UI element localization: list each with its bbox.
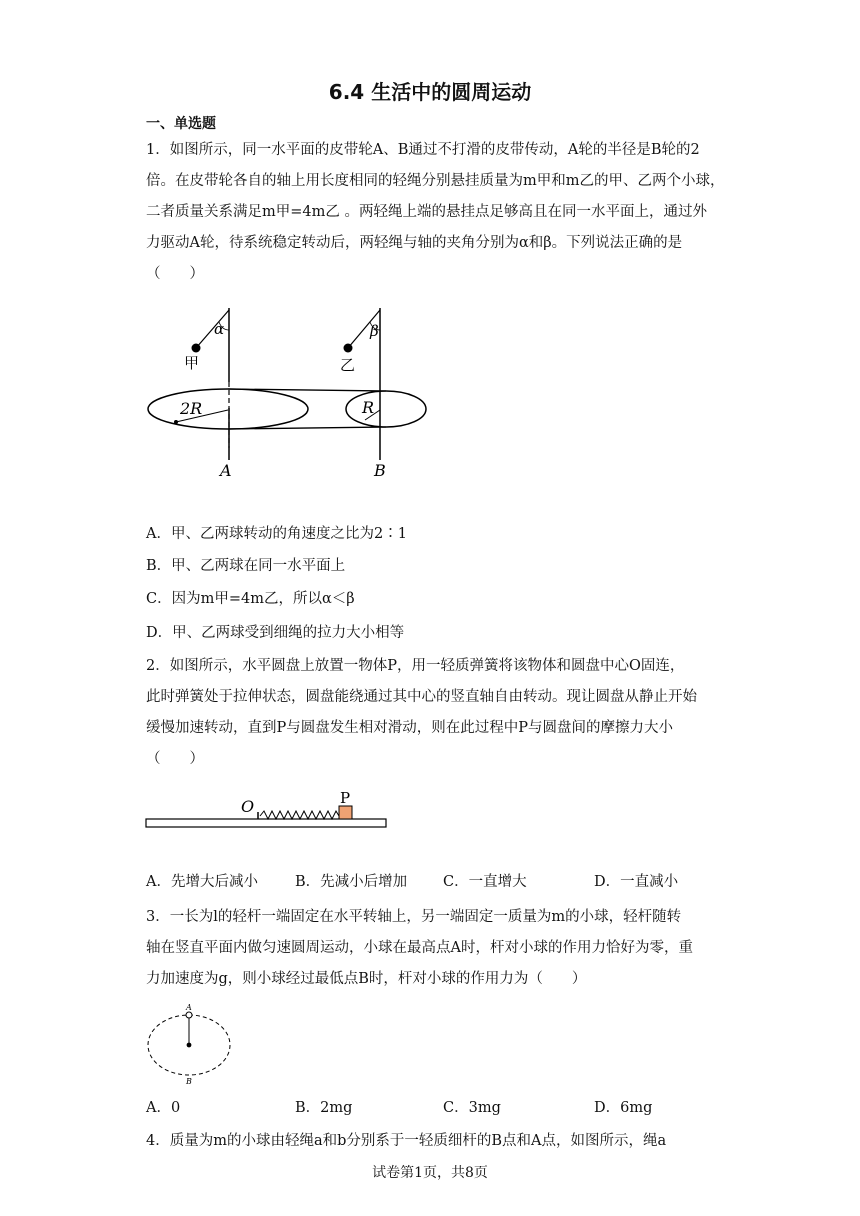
section-heading: 一、单选题 xyxy=(146,116,216,132)
point-b-label: B xyxy=(186,1077,192,1086)
q1-option-a: A．甲、乙两球转动的角速度之比为2∶1 xyxy=(146,526,407,542)
q2-option-d: D．一直减小 xyxy=(594,874,679,890)
belt-pulley-figure xyxy=(140,300,440,485)
q2-option-c: C．一直增大 xyxy=(443,874,527,890)
question-1-text xyxy=(146,135,726,290)
center-o-label: O xyxy=(241,797,255,816)
disk-plate xyxy=(146,819,386,827)
q2-option-b: B．先减小后增加 xyxy=(295,874,408,890)
question-2-line: 缓慢加速转动，直到P与圆盘发生相对滑动，则在此过程中P与圆盘间的摩擦力大小 xyxy=(146,720,674,736)
question-1-line: 倍。在皮带轮各自的轴上用长度相同的轻绳分别悬挂质量为m甲和m乙的甲、乙两个小球， xyxy=(146,173,725,189)
q2-option-a: A．先增大后减小 xyxy=(146,874,258,890)
ball-yi-label: 乙 xyxy=(340,356,356,374)
spring-disk-figure xyxy=(144,788,394,832)
q1-option-b: B．甲、乙两球在同一水平面上 xyxy=(146,558,346,574)
q3-option-c: C．3mg xyxy=(443,1100,501,1116)
question-2-line: 2．如图所示，水平圆盘上放置一物体P，用一轻质弹簧将该物体和圆盘中心O固连， xyxy=(146,658,685,674)
q3-option-d: D．6mg xyxy=(594,1100,653,1116)
q3-option-b: B．2mg xyxy=(295,1100,353,1116)
alpha-label: α xyxy=(214,320,225,338)
q1-option-d: D．甲、乙两球受到细绳的拉力大小相等 xyxy=(146,625,405,641)
page-title: 6.4 生活中的圆周运动 xyxy=(328,80,532,104)
question-3-line: 轴在竖直平面内做匀速圆周运动，小球在最高点A时，杆对小球的作用力恰好为零，重 xyxy=(146,940,693,956)
page-footer: 试卷第1页，共8页 xyxy=(372,1165,488,1181)
pulley-b xyxy=(346,391,426,427)
axis-point xyxy=(187,1043,192,1048)
question-1-line: （ ） xyxy=(146,266,204,282)
question-1-line: 1．如图所示，同一水平面的皮带轮A、B通过不打滑的皮带传动，A轮的半径是B轮的2 xyxy=(146,142,700,158)
block-p xyxy=(339,806,352,819)
question-1-line: 力驱动A轮，待系统稳定转动后，两轻绳与轴的夹角分别为α和β。下列说法正确的是 xyxy=(146,235,683,251)
ball-jia-label: 甲 xyxy=(184,354,200,372)
block-p-label: P xyxy=(340,789,351,807)
q3-option-a: A．0 xyxy=(146,1100,181,1116)
question-2-line: （ ） xyxy=(146,751,204,767)
spring xyxy=(260,811,339,819)
pulley-a xyxy=(148,389,308,429)
ball-yi xyxy=(344,344,353,353)
vertical-circle-figure xyxy=(142,1002,238,1092)
question-4-line: 4．质量为m的小球由轻绳a和b分别系于一轻质细杆的B点和A点，如图所示，绳a xyxy=(146,1133,667,1149)
question-1-line: 二者质量关系满足m甲=4m乙 。两轻绳上端的悬挂点足够高且在同一水平面上，通过外 xyxy=(146,204,707,220)
beta-label: β xyxy=(370,322,379,340)
question-2-text xyxy=(146,651,726,775)
q1-option-c: C．因为m甲=4m乙，所以α＜β xyxy=(146,591,355,607)
ball-jia xyxy=(192,344,201,353)
question-3-line: 3．一长为l的轻杆一端固定在水平转轴上，另一端固定一质量为m的小球，轻杆随转 xyxy=(146,909,682,925)
radius-r-label: R xyxy=(362,398,375,417)
radius-2r-label: 2R xyxy=(180,399,203,418)
point-a-label: A xyxy=(186,1003,192,1012)
axis-b-label: B xyxy=(374,461,386,480)
axis-a-label: A xyxy=(220,461,232,480)
question-2-line: 此时弹簧处于拉伸状态，圆盘能绕通过其中心的竖直轴自由转动。现让圆盘从静止开始 xyxy=(146,689,697,705)
ball-top xyxy=(186,1012,192,1018)
question-3-line: 力加速度为g，则小球经过最低点B时，杆对小球的作用力为（ ） xyxy=(146,971,587,987)
question-3-text xyxy=(146,902,726,995)
